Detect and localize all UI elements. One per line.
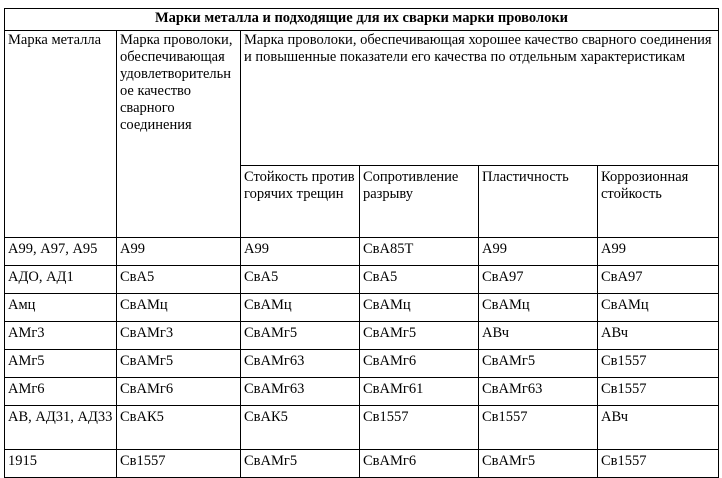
title-row [5,9,719,31]
cell-tensile-strength: Св1557 [360,406,479,450]
cell-hot-crack-resistance: СвА5 [241,266,360,294]
header-row [5,31,719,166]
cell-metal-grade: АМг6 [5,378,117,406]
subheader-hot-crack-resistance: Стойкость против горячих трещин [241,166,360,238]
table-row [5,322,719,350]
table-title: Марки металла и подходящие для их сварки марки проволоки [5,9,719,31]
header-improved-wire: Марка проволоки, обеспечивающая хорошее качество сварного соединения и повышенные показатели его качества по отдельным характеристикам [241,31,719,166]
table-row [5,406,719,450]
cell-tensile-strength: СвАМг61 [360,378,479,406]
cell-hot-crack-resistance: СвАМг5 [241,450,360,478]
cell-plasticity: СвАМг5 [479,450,598,478]
cell-metal-grade: А99, А97, А95 [5,238,117,266]
cell-corrosion-resistance: АВч [598,322,719,350]
cell-hot-crack-resistance: СвАМг63 [241,378,360,406]
cell-satisfactory-wire: СвАМг3 [117,322,241,350]
cell-metal-grade: АДО, АД1 [5,266,117,294]
cell-satisfactory-wire: А99 [117,238,241,266]
cell-tensile-strength: СвАМг5 [360,322,479,350]
cell-satisfactory-wire: СвАК5 [117,406,241,450]
cell-plasticity: А99 [479,238,598,266]
cell-plasticity: Св1557 [479,406,598,450]
cell-corrosion-resistance: Св1557 [598,450,719,478]
cell-corrosion-resistance: АВч [598,406,719,450]
cell-hot-crack-resistance: СвАМг5 [241,322,360,350]
cell-plasticity: СвАМг63 [479,378,598,406]
cell-metal-grade: АВ, АД31, АД33 [5,406,117,450]
cell-tensile-strength: СвАМг6 [360,450,479,478]
cell-metal-grade: АМг5 [5,350,117,378]
cell-satisfactory-wire: СвА5 [117,266,241,294]
table-row [5,238,719,266]
table-row [5,378,719,406]
cell-corrosion-resistance: А99 [598,238,719,266]
subheader-tensile-strength: Сопротивление разрыву [360,166,479,238]
header-metal-grade: Марка металла [5,31,117,238]
table-body [5,9,719,478]
cell-hot-crack-resistance: СвАК5 [241,406,360,450]
cell-corrosion-resistance: Св1557 [598,350,719,378]
subheader-corrosion-resistance: Коррозионная стойкость [598,166,719,238]
cell-plasticity: СвАМг5 [479,350,598,378]
cell-satisfactory-wire: СвАМц [117,294,241,322]
cell-satisfactory-wire: Св1557 [117,450,241,478]
cell-plasticity: СвА97 [479,266,598,294]
cell-metal-grade: 1915 [5,450,117,478]
cell-satisfactory-wire: СвАМг5 [117,350,241,378]
cell-plasticity: АВч [479,322,598,350]
header-satisfactory-wire: Марка проволоки, обеспечивающая удовлетворительное качество сварного соединения [117,31,241,238]
cell-metal-grade: Амц [5,294,117,322]
cell-tensile-strength: СвАМг6 [360,350,479,378]
cell-corrosion-resistance: СвА97 [598,266,719,294]
cell-tensile-strength: СвА5 [360,266,479,294]
cell-corrosion-resistance: Св1557 [598,378,719,406]
cell-hot-crack-resistance: А99 [241,238,360,266]
cell-satisfactory-wire: СвАМг6 [117,378,241,406]
table-row [5,450,719,478]
cell-hot-crack-resistance: СвАМг63 [241,350,360,378]
cell-plasticity: СвАМц [479,294,598,322]
cell-metal-grade: АМг3 [5,322,117,350]
table-row [5,266,719,294]
cell-corrosion-resistance: СвАМц [598,294,719,322]
table-row [5,350,719,378]
cell-hot-crack-resistance: СвАМц [241,294,360,322]
table-row [5,294,719,322]
cell-tensile-strength: СвАМц [360,294,479,322]
subheader-plasticity: Пластичность [479,166,598,238]
cell-tensile-strength: СвА85Т [360,238,479,266]
